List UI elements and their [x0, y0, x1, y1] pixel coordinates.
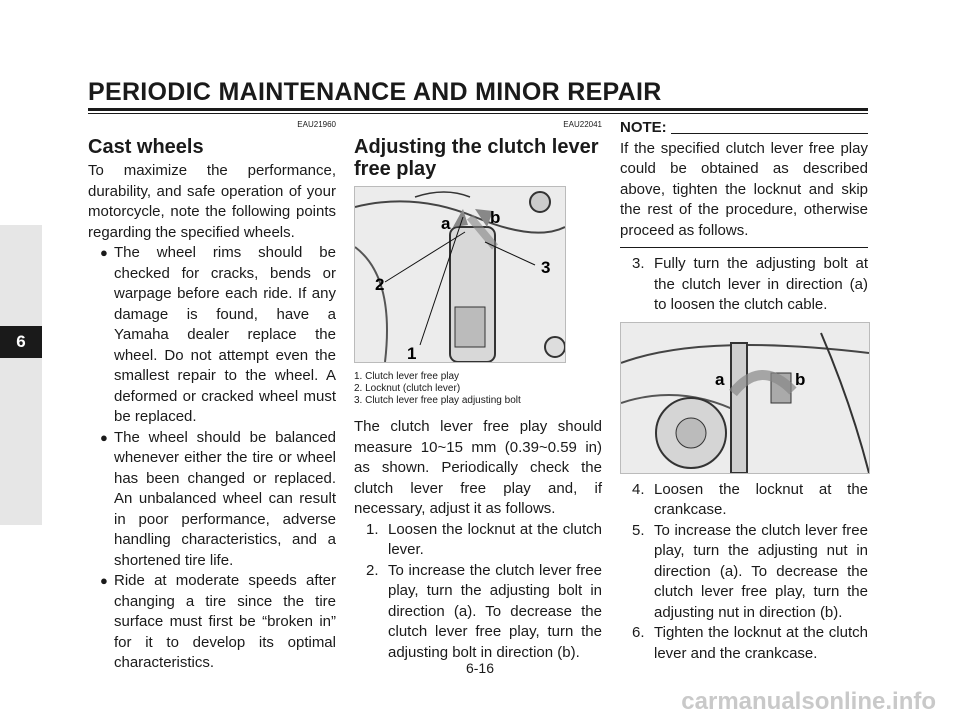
- caption-item: 2. Locknut (clutch lever): [354, 383, 461, 394]
- step-list: [354, 520, 602, 664]
- step-number: 2.: [366, 561, 379, 579]
- chapter-tab-number: 6: [0, 326, 42, 358]
- page-header-title: PERIODIC MAINTENANCE AND MINOR REPAIR: [88, 78, 662, 106]
- column-clutch-free-play: [354, 118, 602, 663]
- figure-label-2: 2: [375, 275, 385, 294]
- figure-label-a: a: [715, 369, 725, 389]
- chapter-side-tab: [0, 225, 42, 525]
- step-item: [620, 480, 868, 521]
- section-title: Adjusting the clutch lever free play: [354, 136, 599, 180]
- note-label: NOTE:: [620, 119, 667, 136]
- note-rule: [671, 133, 868, 134]
- section-intro: To maximize the performance, durability, and safe operation of your motorcycle, note the following points regarding the specified wheels.: [88, 162, 336, 241]
- step-text: Loosen the locknut at the clutch lever.: [388, 520, 602, 558]
- caption-item: 3. Clutch lever free play adjusting bolt: [354, 395, 521, 406]
- figure-label-a: a: [441, 214, 451, 233]
- note-heading: [620, 118, 868, 139]
- step-item: [620, 623, 868, 664]
- column-note-and-steps: [620, 118, 868, 664]
- step-item: [620, 521, 868, 624]
- footer-watermark: carmanualsonline.info: [681, 688, 936, 715]
- step-text: Tighten the locknut at the clutch lever and the crankcase.: [654, 624, 868, 662]
- figure-label-b: b: [795, 369, 806, 389]
- step-number: 5.: [632, 521, 645, 539]
- step-number: 3.: [632, 255, 645, 272]
- step-item: [620, 254, 868, 316]
- clutch-lever-figure: [354, 186, 566, 363]
- page-number: 6-16: [465, 660, 495, 676]
- section-code: EAU21960: [297, 120, 336, 129]
- column-cast-wheels: [88, 118, 336, 674]
- step-text: Loosen the locknut at the crankcase.: [654, 480, 868, 518]
- step-number: 1.: [366, 520, 379, 538]
- step-text: Fully turn the adjusting bolt at the clutch lever in direction (a) to loosen the clutch cable.: [654, 255, 868, 313]
- header-rule-thin: [88, 113, 868, 114]
- bullet-item: ● The wheel rims should be checked for cracks, bends or warpage before each ride. If any damage is found, have a Yamaha dealer replace the wheel. Do not attempt even the smallest repair to the wheel. A deformed or cracked wheel must be replaced.: [88, 243, 336, 428]
- header-rule: [88, 108, 868, 111]
- step-item: [354, 520, 602, 561]
- step-list: [620, 254, 868, 316]
- step-text: To increase the clutch lever free play, turn the adjusting bolt in direction (a). To decrease the clutch lever free play, turn the adjusting bolt in direction (b).: [388, 561, 602, 661]
- figure-caption-list: [354, 371, 602, 407]
- bullet-item: ● The wheel should be balanced whenever either the tire or wheel has been changed or replaced. An unbalanced wheel can result in poor performance, adverse handling characteristics, and a shortened tire life.: [88, 428, 336, 572]
- figure-label-3: 3: [541, 258, 551, 277]
- caption-item: 1. Clutch lever free play: [354, 371, 460, 382]
- step-list: [620, 480, 868, 665]
- section-title: Cast wheels: [88, 136, 204, 158]
- note-box: [620, 118, 868, 248]
- section-code: EAU22041: [563, 120, 602, 129]
- section-body: The clutch lever free play should measure 10~15 mm (0.39~0.59 in) as shown. Periodically check the clutch lever free play and, if necessary, adjust it as follows.: [354, 418, 602, 517]
- step-text: To increase the clutch lever free play, turn the adjusting nut in direction (a). To decrease the clutch lever free play, turn the adjusting nut in direction (b).: [654, 521, 868, 621]
- clutch-cable-figure: [620, 322, 870, 474]
- note-text: If the specified clutch lever free play could be obtained as described above, tighten the locknut and skip the rest of the procedure, otherwise proceed as follows.: [620, 139, 868, 239]
- figure-label-1: 1: [407, 344, 417, 362]
- clutch-lever-illustration: [355, 187, 565, 362]
- figure-label-b: b: [490, 208, 501, 227]
- step-number: 6.: [632, 624, 645, 641]
- bullet-item: ● Ride at moderate speeds after changing a tire since the tire surface must first be “broken in” for it to develop its optimal characteristics.: [88, 571, 336, 674]
- bullet-list: [88, 243, 336, 674]
- clutch-cable-illustration: [621, 323, 869, 473]
- step-item: [354, 561, 602, 664]
- step-number: 4.: [632, 480, 645, 498]
